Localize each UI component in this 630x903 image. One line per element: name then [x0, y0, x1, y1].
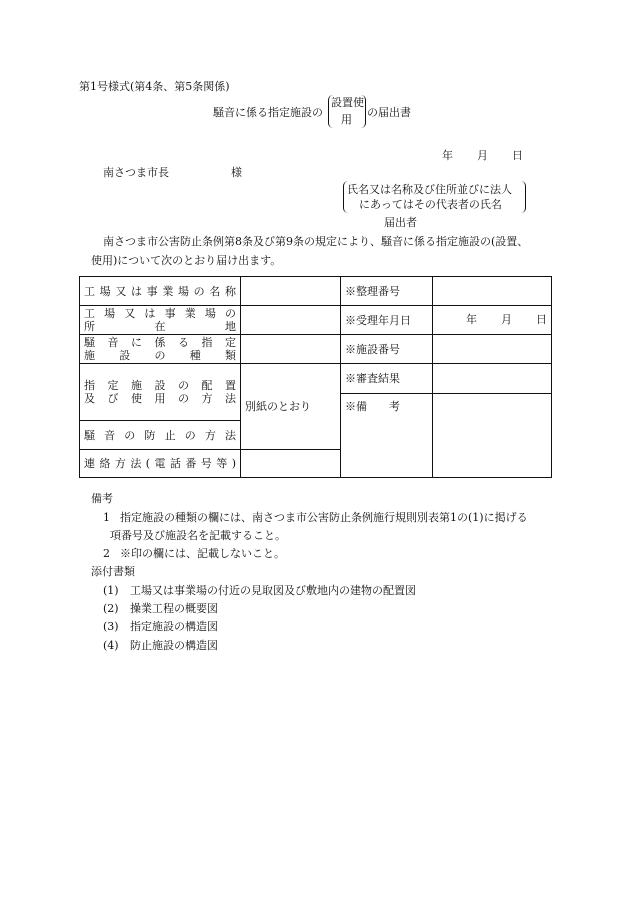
body-text-line2: 使用)について次のとおり届け出ます。: [91, 254, 282, 267]
table-row: [80, 364, 552, 394]
value-received-date: [433, 306, 552, 335]
label-received-date: ※受理年月日: [341, 306, 433, 335]
label-noise-prevention: 騒音の防止の方法: [80, 421, 241, 450]
title-option-bottom: 用: [341, 113, 352, 126]
received-day: 日: [536, 313, 547, 326]
value-review-result: [433, 364, 552, 394]
note-number: 1: [103, 511, 110, 524]
value-see-attachment: 別紙のとおり: [241, 364, 341, 450]
label-remarks: ※備 考: [341, 394, 433, 478]
form-number: 第1号様式(第4条、第5条関係): [79, 80, 230, 93]
title-option-top: 設置使: [331, 96, 364, 109]
note-text-line1: 指定施設の種類の欄には、南さつま市公害防止条例施行規則別表第1の(1)に掲げる: [120, 511, 528, 524]
note-text-line2: 項番号及び施設名を記載すること。: [110, 529, 286, 542]
value-contact: [241, 450, 341, 478]
label-ref-number: ※整理番号: [341, 277, 433, 306]
label-facility-type: 騒音に係る指定 施設の種類: [80, 335, 241, 364]
table-row: [80, 306, 552, 335]
value-factory-location: [241, 306, 341, 335]
note-text-line1: ※印の欄には、記載しないこと。: [120, 547, 285, 560]
applicant-label: 届出者: [384, 216, 417, 229]
value-ref-number: [433, 277, 552, 306]
title-prefix: 騒音に係る指定施設の: [213, 106, 323, 119]
addressee-name: 南さつま市長: [103, 166, 169, 179]
attachments-heading: 添付書類: [91, 565, 135, 578]
applicant-line2: にあってはその代表者の氏名: [359, 198, 502, 211]
label-factory-name: 工場又は事業場の名称: [80, 277, 241, 306]
attachment-text: 操業工程の概要図: [130, 602, 218, 615]
label-contact: 連絡方法(電話番号等): [80, 450, 241, 478]
attachment-text: 工場又は事業場の付近の見取図及び敷地内の建物の配置図: [130, 584, 416, 597]
value-factory-name: [241, 277, 341, 306]
title-suffix: の届出書: [367, 106, 411, 119]
label-facility-number: ※施設番号: [341, 335, 433, 364]
attachment-text: 指定施設の構造図: [130, 620, 218, 633]
table-row: [80, 335, 552, 364]
attachment-number: (3): [103, 620, 119, 633]
attachment-number: (1): [103, 584, 119, 597]
notification-table: [79, 276, 552, 478]
applicant-line1: 氏名又は名称及び住所並びに法人: [347, 183, 512, 196]
label-factory-location: 工場又は事業場の 所在地: [80, 306, 241, 335]
value-remarks: [433, 394, 552, 478]
received-month: 月: [501, 313, 512, 326]
date-day: 日: [512, 149, 523, 162]
label-review-result: ※審査結果: [341, 364, 433, 394]
notes-heading: 備考: [91, 492, 113, 505]
addressee-honorific: 様: [231, 166, 242, 179]
received-year: 年: [466, 313, 477, 326]
table-row: [80, 277, 552, 306]
date-year: 年: [442, 149, 453, 162]
value-facility-number: [433, 335, 552, 364]
date-month: 月: [477, 149, 488, 162]
attachment-number: (2): [103, 602, 119, 615]
note-number: 2: [103, 547, 110, 560]
value-facility-type: [241, 335, 341, 364]
attachment-number: (4): [103, 639, 119, 652]
label-layout-usage: 指定施設の配置 及び使用の方法: [80, 364, 241, 421]
body-text-line1: 南さつま市公害防止条例第8条及び第9条の規定により、騒音に係る指定施設の(設置、: [103, 235, 529, 248]
attachment-text: 防止施設の構造図: [130, 639, 218, 652]
